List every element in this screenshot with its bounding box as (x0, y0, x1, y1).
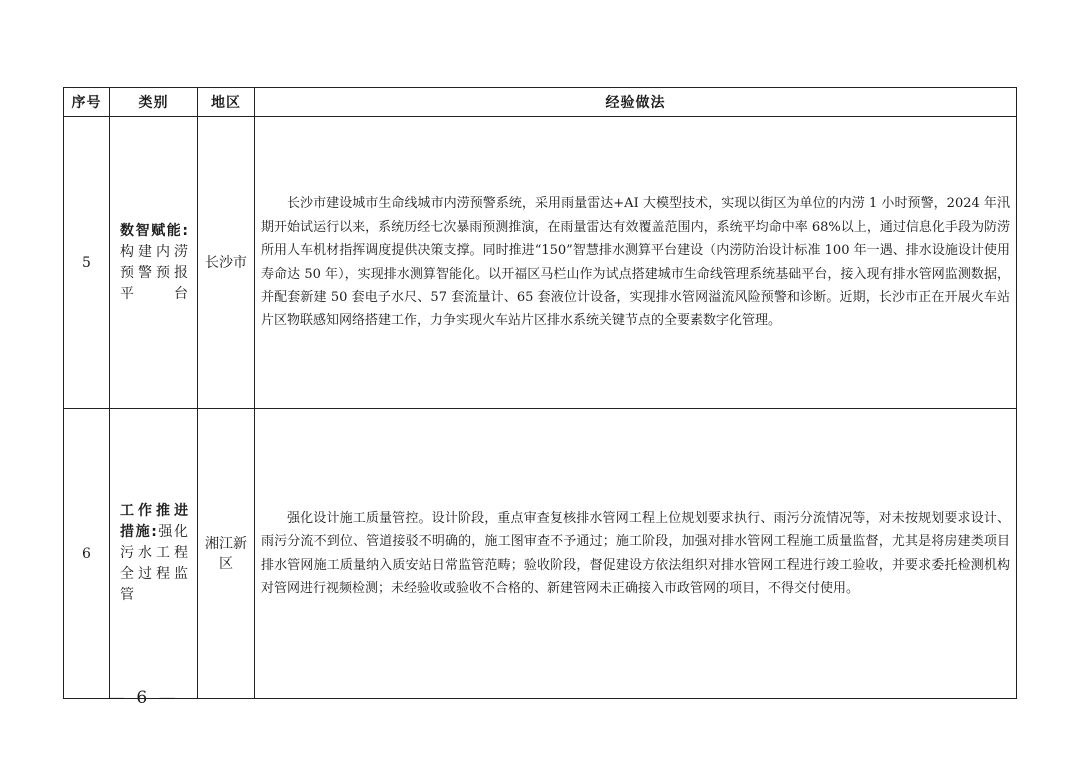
row-experience: 强化设计施工质量管控。设计阶段，重点审查复核排水管网工程上位规划要求执行、雨污分流情况等，对未按规划要求设计、雨污分流不到位、管道接驳不明确的，施工图审查不予通过；施工阶段，加强对排水管网工程施工质量监督，尤其是将房建类项目排水管网施工质量纳入质安站日常监管范畴；验收阶段，督促建设方依法组织对排水管网工程进行竣工验收，并要求委托检测机构对管网进行视频检测；未经验收或验收不合格的、新建管网未正确接入市政管网的项目，不得交付使用。 (255, 409, 1017, 699)
category-description: 构建内涝预警预报平台 (120, 243, 189, 302)
row-category (110, 117, 198, 409)
header-seq: 序号 (64, 88, 110, 117)
experience-table (63, 87, 1017, 699)
table-row (64, 117, 1017, 409)
header-category: 类别 (110, 88, 198, 117)
category-description: 强化污水工程全过程监管 (120, 524, 189, 603)
row-region: 长沙市 (198, 117, 255, 409)
header-experience: 经验做法 (255, 88, 1017, 117)
table-header-row (64, 88, 1017, 117)
row-seq: 5 (64, 117, 110, 409)
row-experience: 长沙市建设城市生命线城市内涝预警系统，采用雨量雷达+AI 大模型技术，实现以街区为单位的内涝 1 小时预警，2024 年汛期开始试运行以来，系统历经七次暴雨预测推演，在雨量雷达有效覆盖范围内，系统平均命中率 68%以上，通过信息化手段为防涝所用人车机材指挥调度提供决策支撑。同时推进“150”智慧排水测算平台建设（内涝防治设计标准 100 年一遇、排水设施设计使用寿命达 50 年），实现排水测算智能化。以开福区马栏山作为试点搭建城市生命线管理系统基础平台，接入现有排水管网监测数据，并配套新建 50 套电子水尺、57 套流量计、65 套液位计设备，实现排水管网溢流风险预警和诊断。近期，长沙市正在开展火车站片区物联感知网络搭建工作，力争实现火车站片区排水系统关键节点的全要素数字化管理。 (255, 117, 1017, 409)
row-region: 湘江新区 (198, 409, 255, 699)
row-seq: 6 (64, 409, 110, 699)
table-row (64, 409, 1017, 699)
page-number: — 6 — (108, 688, 179, 708)
category-title: 工作推进措施: (120, 503, 189, 540)
header-region: 地区 (198, 88, 255, 117)
category-title: 数智赋能: (120, 222, 189, 239)
row-category (110, 409, 198, 699)
